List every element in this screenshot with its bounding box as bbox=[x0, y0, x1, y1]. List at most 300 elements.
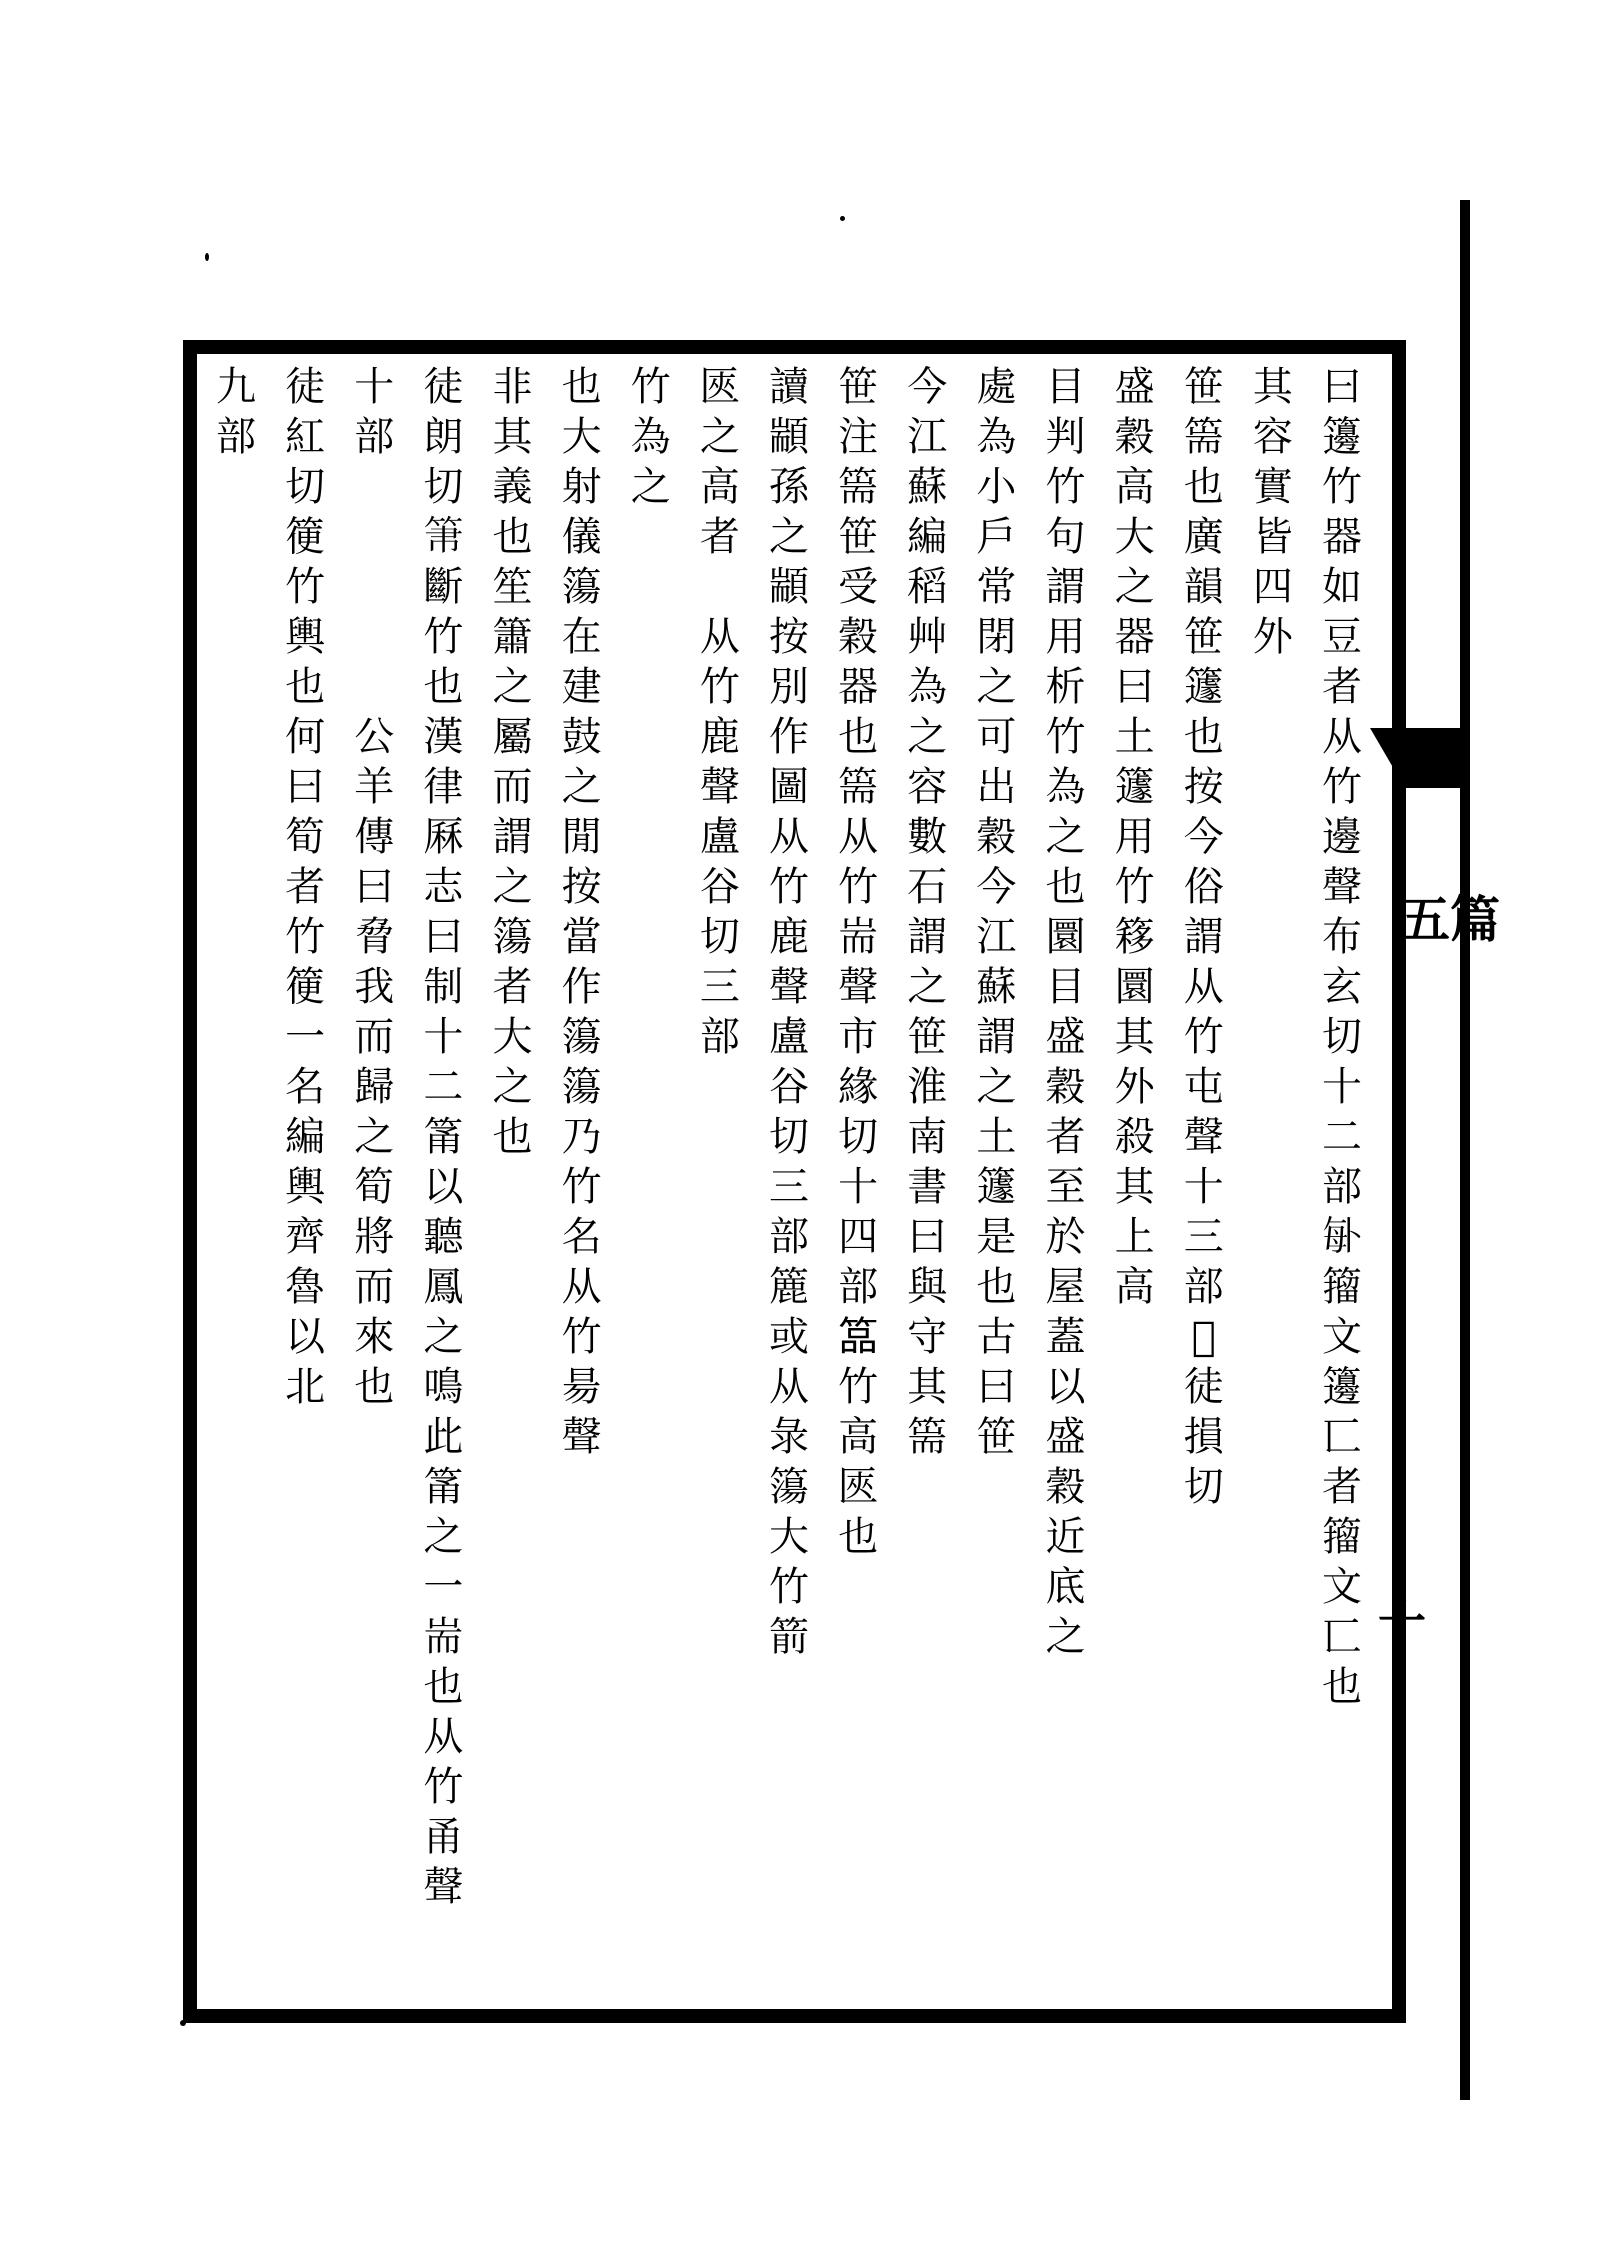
column-space bbox=[620, 1262, 682, 1312]
glyph: 名 bbox=[561, 1214, 602, 1260]
glyph: 筍 bbox=[354, 1164, 395, 1210]
glyph: 簜 bbox=[492, 914, 533, 960]
glyph: 穀 bbox=[1045, 1464, 1086, 1510]
glyph: 笹 bbox=[1183, 614, 1224, 660]
column-space bbox=[205, 1312, 267, 1362]
glyph: 切 bbox=[1322, 1014, 1362, 1060]
glyph: 簜 bbox=[561, 564, 602, 610]
glyph: 而 bbox=[492, 764, 533, 810]
glyph: 將 bbox=[354, 1214, 395, 1260]
column-space bbox=[205, 1112, 267, 1162]
glyph: 或 bbox=[769, 1314, 809, 1360]
glyph: 石 bbox=[907, 864, 948, 910]
column-space bbox=[1242, 1412, 1304, 1462]
glyph: 器 bbox=[838, 664, 879, 710]
glyph: 昜 bbox=[561, 1364, 602, 1410]
glyph: 也 bbox=[838, 714, 879, 760]
glyph: 輿 bbox=[285, 1164, 326, 1210]
glyph: 韻 bbox=[1183, 564, 1224, 610]
column-space bbox=[1242, 962, 1304, 1012]
glyph: 廣 bbox=[1183, 514, 1224, 560]
glyph: 淮 bbox=[907, 1064, 948, 1110]
glyph: 如 bbox=[1322, 564, 1362, 610]
column-space bbox=[1242, 1462, 1304, 1512]
glyph: 簜 bbox=[561, 1064, 602, 1110]
glyph: 何 bbox=[285, 714, 326, 760]
text-column bbox=[205, 362, 267, 1992]
column-space bbox=[620, 612, 682, 662]
glyph: 籧 bbox=[976, 1164, 1017, 1210]
glyph: 切 bbox=[285, 464, 326, 510]
glyph: 之 bbox=[699, 414, 740, 460]
column-space bbox=[1242, 1262, 1304, 1312]
glyph: 也 bbox=[423, 664, 464, 710]
glyph: 之 bbox=[769, 514, 809, 560]
right-margin-rule bbox=[1460, 200, 1470, 2100]
glyph: 其 bbox=[1252, 364, 1293, 410]
glyph: 為 bbox=[630, 414, 671, 460]
glyph: 笹 bbox=[838, 514, 879, 560]
column-space bbox=[205, 462, 267, 512]
glyph: 蘇 bbox=[976, 964, 1017, 1010]
glyph: 南 bbox=[907, 1114, 948, 1160]
column-space bbox=[1242, 1612, 1304, 1662]
glyph: 籩 bbox=[1322, 1364, 1362, 1410]
glyph: 也 bbox=[1183, 464, 1224, 510]
glyph: 从 bbox=[561, 1264, 602, 1310]
glyph: 出 bbox=[976, 764, 1017, 810]
column-space bbox=[343, 562, 405, 612]
glyph: 者 bbox=[699, 514, 740, 560]
glyph: 以 bbox=[423, 1164, 464, 1210]
glyph: 筩 bbox=[423, 1464, 464, 1510]
glyph: 四 bbox=[838, 1214, 879, 1260]
glyph: 谷 bbox=[769, 1064, 809, 1110]
glyph: 損 bbox=[1183, 1414, 1224, 1460]
glyph: 筩 bbox=[423, 1114, 464, 1160]
glyph: 匸 bbox=[1322, 1614, 1362, 1660]
glyph: 籩 bbox=[1322, 414, 1362, 460]
column-space bbox=[1242, 1162, 1304, 1212]
column-space bbox=[205, 512, 267, 562]
glyph: 穀 bbox=[1114, 414, 1155, 460]
glyph: 竹 bbox=[699, 664, 740, 710]
glyph: 篅 bbox=[838, 464, 879, 510]
column-space bbox=[1242, 1312, 1304, 1362]
glyph: 輿 bbox=[285, 614, 326, 660]
text-column bbox=[965, 362, 1027, 1992]
column-space bbox=[1242, 1062, 1304, 1112]
column-space bbox=[1242, 762, 1304, 812]
glyph: 二 bbox=[1322, 1114, 1362, 1160]
glyph: 之 bbox=[354, 1114, 395, 1160]
glyph: 篅 bbox=[907, 1414, 948, 1460]
glyph: 簫 bbox=[492, 614, 533, 660]
glyph: 簜 bbox=[561, 1014, 602, 1060]
glyph: 𥬬 bbox=[423, 514, 464, 560]
glyph: 簜 bbox=[769, 1464, 809, 1510]
text-column bbox=[827, 362, 889, 1992]
glyph: 匧 bbox=[838, 1464, 879, 1510]
glyph: 竹 bbox=[1183, 1014, 1224, 1060]
glyph: 曰 bbox=[285, 764, 326, 810]
glyph: 其 bbox=[1114, 1014, 1155, 1060]
glyph: 曰 bbox=[907, 1214, 948, 1260]
glyph: 竹 bbox=[561, 1164, 602, 1210]
glyph: 皆 bbox=[1252, 514, 1293, 560]
glyph: 俗 bbox=[1183, 864, 1224, 910]
glyph: 者 bbox=[1045, 1114, 1086, 1160]
glyph: 戶 bbox=[976, 514, 1017, 560]
glyph: 而 bbox=[354, 1264, 395, 1310]
glyph: 盛 bbox=[1114, 364, 1155, 410]
glyph: 作 bbox=[769, 714, 809, 760]
glyph: 器 bbox=[1322, 514, 1362, 560]
glyph: 之 bbox=[976, 664, 1017, 710]
glyph: 謂 bbox=[492, 814, 533, 860]
glyph: 之 bbox=[492, 664, 533, 710]
column-space bbox=[620, 812, 682, 862]
glyph: 高 bbox=[1114, 464, 1155, 510]
glyph: 穀 bbox=[838, 614, 879, 660]
glyph: 竹 bbox=[630, 364, 671, 410]
glyph: 聲 bbox=[561, 1414, 602, 1460]
column-space bbox=[620, 912, 682, 962]
column-space bbox=[620, 1112, 682, 1162]
glyph: 編 bbox=[285, 1114, 326, 1160]
glyph: 義 bbox=[492, 464, 533, 510]
glyph: 紅 bbox=[285, 414, 326, 460]
glyph: 其 bbox=[1114, 1164, 1155, 1210]
glyph: 注 bbox=[838, 414, 879, 460]
column-space bbox=[620, 1412, 682, 1462]
text-column bbox=[689, 362, 751, 1992]
glyph: 鳳 bbox=[423, 1264, 464, 1310]
glyph: 笹 bbox=[1183, 364, 1224, 410]
glyph: 十 bbox=[354, 364, 395, 410]
column-space bbox=[343, 462, 405, 512]
glyph: 此 bbox=[423, 1414, 464, 1460]
glyph: 鹿 bbox=[699, 714, 740, 760]
glyph: 切 bbox=[1183, 1464, 1224, 1510]
column-space bbox=[205, 662, 267, 712]
glyph: 傳 bbox=[354, 814, 395, 860]
glyph: 魯 bbox=[285, 1264, 326, 1310]
column-space bbox=[620, 662, 682, 712]
glyph: 竹 bbox=[561, 1314, 602, 1360]
glyph: 以 bbox=[285, 1314, 326, 1360]
glyph: 朗 bbox=[423, 414, 464, 460]
glyph: 二 bbox=[423, 1064, 464, 1110]
glyph: 讀 bbox=[769, 364, 809, 410]
glyph: 箯 bbox=[285, 514, 326, 560]
glyph: 聲 bbox=[699, 764, 740, 810]
glyph: 大 bbox=[561, 414, 602, 460]
glyph: 為 bbox=[1045, 764, 1086, 810]
glyph: 用 bbox=[1045, 614, 1086, 660]
column-space bbox=[1242, 862, 1304, 912]
glyph: 古 bbox=[976, 1314, 1017, 1360]
vertical-text-body bbox=[205, 362, 1373, 1992]
glyph: 鳴 bbox=[423, 1364, 464, 1410]
column-space bbox=[205, 612, 267, 662]
glyph: 徒 bbox=[285, 364, 326, 410]
glyph: 竹 bbox=[769, 864, 809, 910]
text-column bbox=[274, 362, 336, 1992]
column-space bbox=[343, 662, 405, 712]
glyph: 竹 bbox=[423, 1764, 464, 1810]
column-space bbox=[205, 712, 267, 762]
text-column bbox=[1035, 362, 1097, 1992]
glyph: 目 bbox=[1045, 964, 1086, 1010]
glyph: 今 bbox=[976, 864, 1017, 910]
column-space bbox=[1242, 1212, 1304, 1262]
glyph: 之 bbox=[1045, 1614, 1086, 1660]
glyph: 當 bbox=[561, 914, 602, 960]
glyph: 𠧩 bbox=[1322, 1214, 1362, 1260]
glyph: 竹 bbox=[1322, 464, 1362, 510]
glyph: 江 bbox=[907, 414, 948, 460]
glyph: 北 bbox=[285, 1364, 326, 1410]
text-column bbox=[482, 362, 544, 1992]
glyph: 句 bbox=[1045, 514, 1086, 560]
glyph: 名 bbox=[285, 1064, 326, 1110]
glyph: 籀 bbox=[1322, 1514, 1362, 1560]
glyph: 脅 bbox=[354, 914, 395, 960]
column-space bbox=[620, 1062, 682, 1112]
glyph: 蓋 bbox=[1045, 1314, 1086, 1360]
ink-speck bbox=[180, 2020, 186, 2026]
column-space bbox=[620, 862, 682, 912]
glyph: 之 bbox=[423, 1314, 464, 1360]
column-space bbox=[205, 862, 267, 912]
column-space bbox=[343, 612, 405, 662]
glyph: 也 bbox=[492, 514, 533, 560]
glyph: 也 bbox=[1322, 1664, 1362, 1710]
column-space bbox=[620, 1162, 682, 1212]
text-column bbox=[1104, 362, 1166, 1992]
glyph: 盧 bbox=[699, 814, 740, 860]
glyph: 籧 bbox=[1183, 664, 1224, 710]
glyph: 簃 bbox=[1114, 914, 1155, 960]
column-space bbox=[205, 1162, 267, 1212]
glyph: 耑 bbox=[838, 914, 879, 960]
glyph: 至 bbox=[1045, 1164, 1086, 1210]
glyph: 析 bbox=[1045, 664, 1086, 710]
glyph: 部 bbox=[1322, 1164, 1362, 1210]
column-space bbox=[1242, 1512, 1304, 1562]
glyph: 𥬡 bbox=[1191, 1314, 1216, 1360]
glyph: 大 bbox=[769, 1514, 809, 1560]
glyph: 殺 bbox=[1114, 1114, 1155, 1160]
glyph: 𥰔 bbox=[838, 1314, 879, 1360]
glyph: 目 bbox=[1045, 364, 1086, 410]
glyph: 厤 bbox=[423, 814, 464, 860]
glyph: 閉 bbox=[976, 614, 1017, 660]
glyph: 孫 bbox=[769, 464, 809, 510]
glyph: 豆 bbox=[1322, 614, 1362, 660]
glyph: 大 bbox=[492, 1014, 533, 1060]
glyph: 書 bbox=[907, 1164, 948, 1210]
glyph: 穀 bbox=[976, 814, 1017, 860]
glyph: 之 bbox=[1114, 564, 1155, 610]
glyph: 笙 bbox=[492, 564, 533, 610]
column-space bbox=[1242, 1112, 1304, 1162]
glyph: 也 bbox=[354, 1364, 395, 1410]
glyph: 也 bbox=[561, 364, 602, 410]
column-space bbox=[620, 1012, 682, 1062]
glyph: 律 bbox=[423, 764, 464, 810]
glyph: 編 bbox=[907, 514, 948, 560]
glyph: 盛 bbox=[1045, 1014, 1086, 1060]
glyph: 之 bbox=[907, 714, 948, 760]
glyph: 四 bbox=[1252, 564, 1293, 610]
glyph: 圜 bbox=[1045, 914, 1086, 960]
glyph: 儀 bbox=[561, 514, 602, 560]
glyph: 笹 bbox=[907, 1014, 948, 1060]
glyph: 者 bbox=[285, 864, 326, 910]
glyph: 其 bbox=[492, 414, 533, 460]
glyph: 乃 bbox=[561, 1114, 602, 1160]
glyph: 也 bbox=[1183, 714, 1224, 760]
glyph: 切 bbox=[699, 914, 740, 960]
glyph: 盧 bbox=[769, 1014, 809, 1060]
column-space bbox=[620, 712, 682, 762]
glyph: 邊 bbox=[1322, 814, 1362, 860]
text-column bbox=[1173, 362, 1235, 1992]
glyph: 也 bbox=[285, 664, 326, 710]
glyph: 為 bbox=[907, 664, 948, 710]
glyph: 守 bbox=[907, 1314, 948, 1360]
column-space bbox=[205, 1212, 267, 1262]
column-space bbox=[620, 1362, 682, 1412]
column-space bbox=[205, 762, 267, 812]
glyph: 小 bbox=[976, 464, 1017, 510]
column-space bbox=[1242, 1012, 1304, 1062]
glyph: 器 bbox=[1114, 614, 1155, 660]
glyph: 曰 bbox=[1322, 364, 1362, 410]
glyph: 部 bbox=[354, 414, 395, 460]
ink-speck bbox=[205, 253, 209, 261]
glyph: 土 bbox=[1114, 714, 1155, 760]
glyph: 部 bbox=[1183, 1264, 1224, 1310]
glyph: 屯 bbox=[1183, 1064, 1224, 1110]
glyph: 竹 bbox=[285, 914, 326, 960]
glyph: 箯 bbox=[285, 964, 326, 1010]
text-column bbox=[620, 362, 682, 1992]
column-space bbox=[205, 562, 267, 612]
column-space bbox=[205, 1062, 267, 1112]
glyph: 十 bbox=[1322, 1064, 1362, 1110]
glyph: 匧 bbox=[699, 364, 740, 410]
glyph: 甬 bbox=[423, 1814, 464, 1860]
glyph: 之 bbox=[561, 764, 602, 810]
column-space bbox=[620, 762, 682, 812]
glyph: 艸 bbox=[907, 614, 948, 660]
column-space bbox=[620, 1312, 682, 1362]
glyph: 竹 bbox=[285, 564, 326, 610]
glyph: 切 bbox=[769, 1114, 809, 1160]
glyph: 聲 bbox=[423, 1864, 464, 1910]
glyph: 圜 bbox=[1114, 964, 1155, 1010]
glyph: 實 bbox=[1252, 464, 1293, 510]
column-space bbox=[205, 962, 267, 1012]
glyph: 从 bbox=[769, 814, 809, 860]
glyph: 竹 bbox=[1322, 764, 1362, 810]
glyph: 高 bbox=[699, 464, 740, 510]
text-column bbox=[343, 362, 405, 1992]
glyph: 聲 bbox=[1322, 864, 1362, 910]
glyph: 盛 bbox=[1045, 1414, 1086, 1460]
glyph: 謂 bbox=[1045, 564, 1086, 610]
glyph: 上 bbox=[1114, 1214, 1155, 1260]
glyph: 曰 bbox=[423, 914, 464, 960]
glyph: 謂 bbox=[976, 1014, 1017, 1060]
column-space bbox=[343, 512, 405, 562]
glyph: 也 bbox=[423, 1664, 464, 1710]
glyph: 从 bbox=[1322, 714, 1362, 760]
glyph: 按 bbox=[769, 614, 809, 660]
glyph: 別 bbox=[769, 664, 809, 710]
glyph: 三 bbox=[769, 1164, 809, 1210]
glyph: 一 bbox=[285, 1014, 326, 1060]
glyph: 顓 bbox=[769, 414, 809, 460]
glyph: 部 bbox=[699, 1014, 740, 1060]
text-column bbox=[551, 362, 613, 1992]
glyph: 笹 bbox=[976, 1414, 1017, 1460]
glyph: 一 bbox=[423, 1564, 464, 1610]
glyph: 竹 bbox=[838, 864, 879, 910]
glyph: 竹 bbox=[769, 1564, 809, 1610]
glyph: 笹 bbox=[838, 364, 879, 410]
glyph: 之 bbox=[976, 1064, 1017, 1110]
glyph: 底 bbox=[1045, 1564, 1086, 1610]
glyph: 聲 bbox=[1183, 1114, 1224, 1160]
column-space bbox=[620, 1512, 682, 1562]
glyph: 部 bbox=[216, 414, 256, 460]
glyph: 切 bbox=[423, 464, 464, 510]
glyph: 射 bbox=[561, 464, 602, 510]
glyph: 作 bbox=[561, 964, 602, 1010]
glyph: 谷 bbox=[699, 864, 740, 910]
glyph: 近 bbox=[1045, 1514, 1086, 1560]
glyph: 也 bbox=[1045, 864, 1086, 910]
column-space bbox=[1242, 912, 1304, 962]
glyph: 者 bbox=[492, 964, 533, 1010]
glyph: 緣 bbox=[838, 1064, 879, 1110]
glyph: 也 bbox=[976, 1264, 1017, 1310]
glyph: 漢 bbox=[423, 714, 464, 760]
glyph: 者 bbox=[1322, 1464, 1362, 1510]
glyph: 數 bbox=[907, 814, 948, 860]
glyph: 之 bbox=[423, 1514, 464, 1560]
glyph: 十 bbox=[838, 1164, 879, 1210]
glyph: 竹 bbox=[1045, 464, 1086, 510]
glyph: 切 bbox=[838, 1114, 879, 1160]
column-space bbox=[620, 962, 682, 1012]
glyph: 耑 bbox=[423, 1614, 464, 1660]
glyph: 箭 bbox=[769, 1614, 809, 1660]
text-column bbox=[412, 362, 474, 1992]
glyph: 以 bbox=[1045, 1364, 1086, 1410]
glyph: 十 bbox=[423, 1014, 464, 1060]
glyph: 謂 bbox=[907, 914, 948, 960]
glyph: 受 bbox=[838, 564, 879, 610]
glyph: 徒 bbox=[1183, 1364, 1224, 1410]
glyph: 之 bbox=[907, 964, 948, 1010]
glyph: 之 bbox=[492, 864, 533, 910]
glyph: 可 bbox=[976, 714, 1017, 760]
